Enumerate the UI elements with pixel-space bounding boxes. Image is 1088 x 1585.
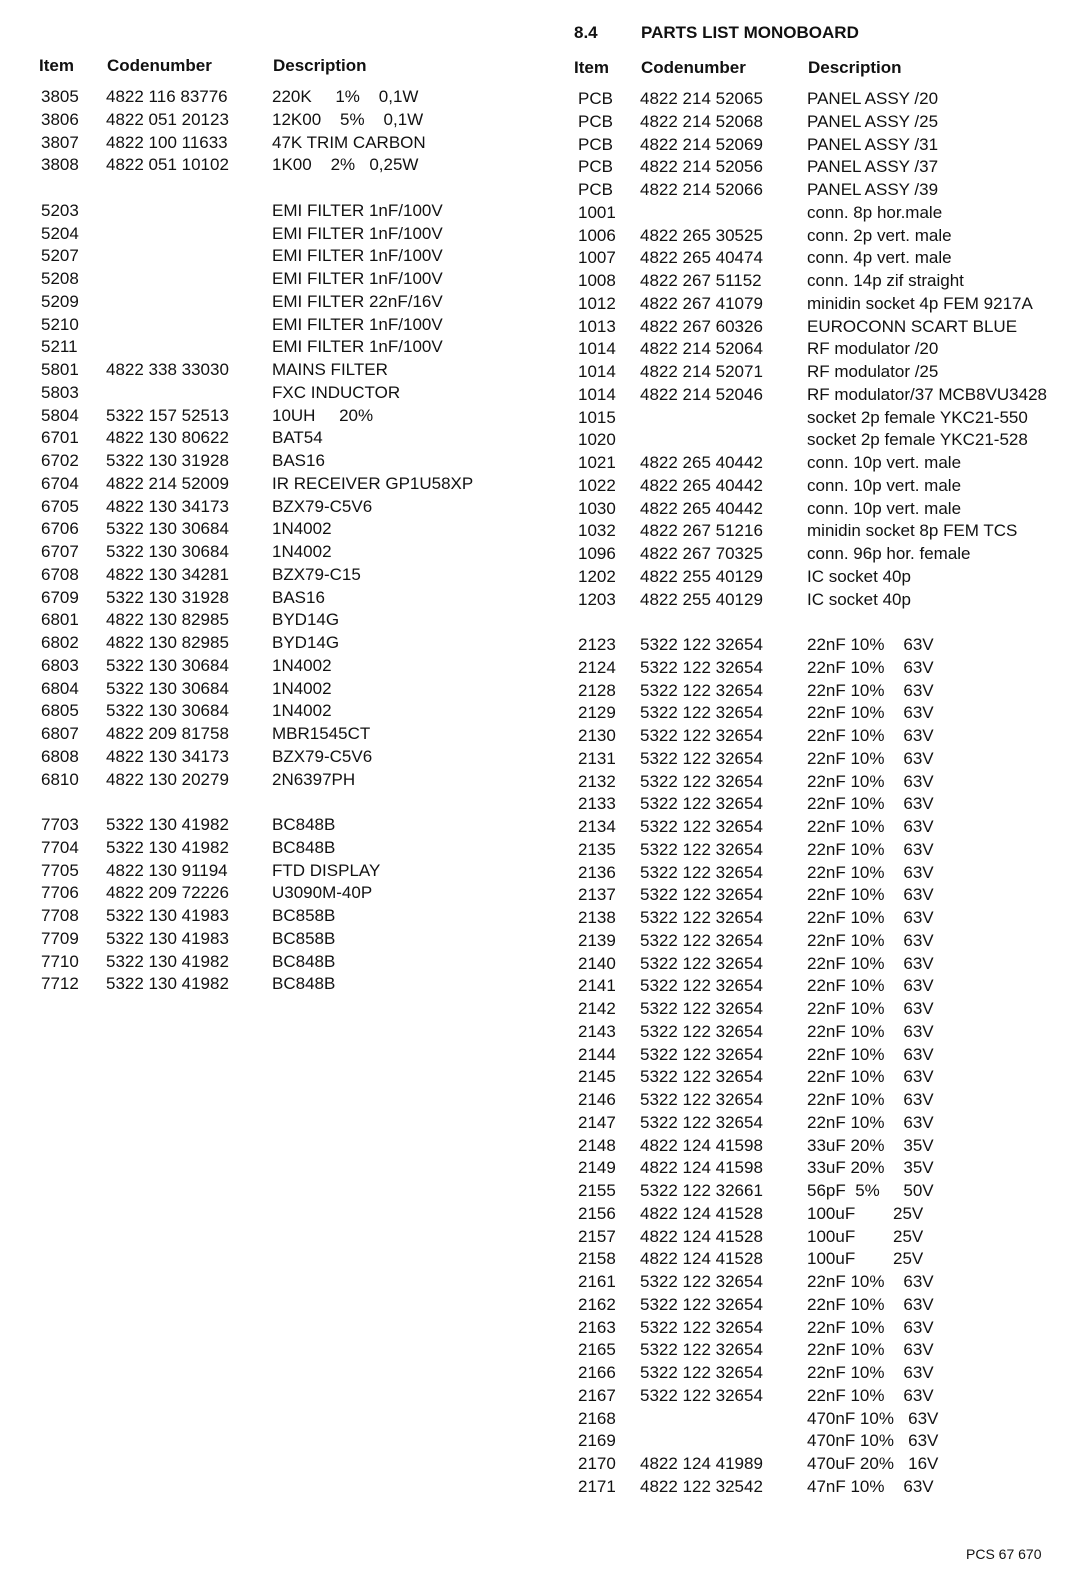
description: PANEL ASSY /37 [807,157,939,177]
code-number: 4822 265 40442 [640,475,763,495]
description: PANEL ASSY /39 [807,180,939,199]
code-number: 5322 122 32654 [640,999,763,1018]
item-number: 1030 [578,498,616,518]
description: 22nF 10% 63V [807,1021,934,1041]
item-number: 7705 [41,860,79,880]
description: BC848B [272,815,336,834]
description: 22nF 10% 63V [807,748,934,768]
item-number: 2128 [578,680,616,700]
description: conn. 2p vert. male [807,225,952,245]
code-number: 4822 130 20279 [106,769,229,789]
code-number: 4822 124 41598 [640,1158,763,1178]
item-number: 2158 [578,1249,616,1269]
code-number: 5322 122 32654 [640,726,763,745]
code-number: 4822 100 11633 [106,132,228,152]
description: IC socket 40p [807,566,911,586]
item-number: 6706 [41,519,79,539]
item-number: 6801 [41,610,79,630]
item-number: 5204 [41,223,79,243]
code-number: 4822 124 41598 [640,1135,763,1155]
item-number: 6709 [41,587,79,607]
description: minidin socket 8p FEM TCS [807,521,1018,541]
code-number: 5322 122 32654 [640,1385,763,1405]
description: 22nF 10% 63V [807,1363,934,1382]
description: 33uF 20% 35V [807,1158,934,1178]
code-number: 5322 122 32654 [640,1317,763,1337]
item-number: 2137 [578,885,616,905]
description: 22nF 10% 63V [807,794,934,814]
code-number: 5322 130 41983 [106,906,229,925]
item-number: 2129 [578,703,616,723]
description: 22nF 10% 63V [807,1340,934,1360]
item-number: 1032 [578,521,616,541]
code-number: 5322 130 41983 [106,928,229,948]
description: BC848B [272,837,336,857]
description: 470nF 10% 63V [807,1408,939,1428]
description: socket 2p female YKC21-528 [807,430,1028,450]
item-number: 2161 [578,1272,616,1291]
description: 10UH 20% [272,405,374,425]
code-number: 4822 214 52009 [106,473,229,493]
description: 22nF 10% 63V [807,680,934,700]
code-number: 4822 267 51152 [640,271,762,290]
description: BC858B [272,906,336,925]
code-number: 4822 214 52064 [640,339,763,359]
description: U3090M-40P [272,883,373,903]
description: 1N4002 [272,701,332,721]
item-number: 2156 [578,1203,616,1223]
item-number: 2155 [578,1181,616,1200]
item-number: 2167 [578,1385,616,1405]
description: conn. 14p zif straight [807,271,964,290]
section-title: PARTS LIST MONOBOARD [641,23,859,42]
description: BYD14G [272,610,340,630]
description: EMI FILTER 1nF/100V [272,223,443,243]
code-number: 4822 214 52065 [640,89,763,108]
description: PANEL ASSY /25 [807,111,939,131]
item-number: 2142 [578,999,616,1018]
item-number: 5207 [41,246,79,266]
description: 470uF 20% 16V [807,1454,939,1473]
item-number: 2144 [578,1044,616,1064]
item-number: 2140 [578,953,616,973]
item-number: 1014 [578,384,616,404]
code-number: 5322 130 30684 [106,678,229,698]
code-number: 4822 214 52068 [640,111,763,131]
description: 100uF 25V [807,1226,924,1246]
code-number: 5322 122 32654 [640,862,763,882]
item-number: 1008 [578,271,616,290]
description: BC858B [272,928,336,948]
item-number: 6802 [41,633,79,652]
description: 100uF 25V [807,1203,924,1223]
code-number: 4822 267 51216 [640,521,763,541]
item-number: 1203 [578,589,616,609]
code-number: 4822 130 91194 [106,860,228,880]
description: BAT54 [272,428,323,448]
description: BZX79-C5V6 [272,746,373,766]
description: 1N4002 [272,542,332,561]
code-number: 5322 130 41982 [106,837,229,857]
item-number: 1006 [578,225,616,245]
item-number: 2138 [578,908,616,927]
description: 22nF 10% 63V [807,657,934,677]
item-number: PCB [578,157,613,177]
item-number: 6808 [41,746,79,766]
description: conn. 96p hor. female [807,544,971,563]
footer-code: PCS 67 670 [966,1546,1042,1562]
left-header-description: Description [273,56,367,75]
description: 22nF 10% 63V [807,885,934,905]
item-number: 2163 [578,1317,616,1337]
description: 22nF 10% 63V [807,953,934,973]
code-number: 5322 130 41982 [106,974,229,994]
item-number: 2130 [578,726,616,745]
code-number: 4822 255 40129 [640,589,763,609]
item-number: 2131 [578,748,616,768]
code-number: 4822 130 82985 [106,610,229,630]
item-number: 2133 [578,794,616,814]
code-number: 4822 122 32542 [640,1476,763,1496]
code-number: 4822 214 52056 [640,157,763,177]
description: 100uF 25V [807,1249,924,1269]
item-number: 2165 [578,1340,616,1360]
description: 22nF 10% 63V [807,817,934,836]
description: PANEL ASSY /31 [807,134,939,154]
item-number: PCB [578,180,613,199]
code-number: 4822 124 41528 [640,1226,763,1246]
item-number: 5803 [41,382,79,402]
item-number: 2171 [578,1476,616,1496]
code-number: 4822 051 20123 [106,109,229,129]
code-number: 4822 267 41079 [640,293,763,313]
description: MAINS FILTER [272,360,388,379]
code-number: 4822 116 83776 [106,87,228,106]
description: EMI FILTER 1nF/100V [272,269,443,288]
item-number: 2145 [578,1067,616,1087]
item-number: 2139 [578,930,616,950]
code-number: 5322 122 32654 [640,1363,763,1382]
code-number: 5322 122 32654 [640,1112,763,1132]
description: 22nF 10% 63V [807,908,934,927]
item-number: 2146 [578,1090,616,1109]
description: BYD14G [272,633,340,652]
item-number: 2147 [578,1112,616,1132]
description: 22nF 10% 63V [807,635,934,654]
code-number: 5322 122 32654 [640,657,763,677]
code-number: 4822 130 82985 [106,633,229,652]
description: 22nF 10% 63V [807,771,934,791]
item-number: 5203 [41,200,79,220]
description: IR RECEIVER GP1U58XP [272,473,474,493]
code-number: 5322 122 32654 [640,976,763,996]
description: conn. 8p hor.male [807,202,943,222]
code-number: 4822 267 60326 [640,316,763,336]
code-number: 4822 265 40442 [640,453,763,472]
description: EUROCONN SCART BLUE [807,316,1018,336]
code-number: 5322 130 30684 [106,655,229,675]
item-number: 2169 [578,1431,616,1451]
description: 22nF 10% 63V [807,839,934,859]
code-number: 4822 124 41528 [640,1203,763,1223]
description: EMI FILTER 1nF/100V [272,200,443,220]
item-number: 5210 [41,314,79,334]
description: 22nF 10% 63V [807,1385,934,1405]
description: PANEL ASSY /20 [807,89,939,108]
item-number: 6810 [41,769,79,789]
item-number: 3805 [41,87,79,106]
description: 22nF 10% 63V [807,1112,934,1132]
code-number: 5322 122 32654 [640,748,763,768]
item-number: 2123 [578,635,616,654]
item-number: 2135 [578,839,616,859]
item-number: 2148 [578,1135,616,1155]
item-number: 5211 [41,337,78,357]
code-number: 4822 265 40474 [640,248,763,268]
code-number: 4822 124 41528 [640,1249,763,1269]
description: RF modulator/37 MCB8VU3428 [807,384,1048,404]
description: 1N4002 [272,519,332,539]
code-number: 4822 338 33030 [106,360,229,379]
code-number: 4822 209 72226 [106,883,229,903]
item-number: 6704 [41,473,79,493]
description: IC socket 40p [807,589,911,609]
code-number: 5322 122 32654 [640,635,763,654]
description: 1N4002 [272,678,332,698]
description: 47nF 10% 63V [807,1476,934,1496]
description: 2N6397PH [272,769,356,789]
item-number: 1096 [578,544,616,563]
code-number: 4822 130 34173 [106,746,229,766]
description: BC848B [272,951,336,971]
description: conn. 10p vert. male [807,498,962,518]
description: BZX79-C15 [272,564,361,584]
item-number: PCB [578,134,613,154]
code-number: 5322 130 30684 [106,519,229,539]
code-number: 5322 122 32654 [640,817,763,836]
code-number: 4822 267 70325 [640,544,763,563]
code-number: 5322 122 32654 [640,839,763,859]
description: conn. 4p vert. male [807,248,952,268]
description: 22nF 10% 63V [807,1067,934,1087]
description: 22nF 10% 63V [807,703,934,723]
description: 220K 1% 0,1W [272,87,419,106]
right-header-item: Item [574,58,609,77]
description: 22nF 10% 63V [807,930,934,950]
code-number: 5322 122 32654 [640,930,763,950]
item-number: 1020 [578,430,616,450]
code-number: 5322 157 52513 [106,405,229,425]
item-number: 2141 [578,976,616,996]
description: conn. 10p vert. male [807,453,962,472]
code-number: 4822 130 34173 [106,496,229,516]
code-number: 5322 130 31928 [106,451,229,470]
item-number: PCB [578,111,613,131]
item-number: 5801 [41,360,79,379]
description: RF modulator /20 [807,339,939,359]
code-number: 4822 209 81758 [106,724,229,743]
description: BAS16 [272,587,325,607]
item-number: 1013 [578,316,616,336]
item-number: 7703 [41,815,79,834]
code-number: 5322 122 32661 [640,1181,763,1200]
right-header-codenumber: Codenumber [641,58,746,77]
left-header-item: Item [39,56,74,75]
item-number: 2168 [578,1408,616,1428]
item-number: 6803 [41,655,79,675]
code-number: 5322 130 30684 [106,701,229,721]
item-number: 2132 [578,771,616,791]
item-number: 2157 [578,1226,616,1246]
item-number: 1202 [578,566,616,586]
right-header-description: Description [808,58,902,77]
item-number: 6708 [41,564,79,584]
description: BZX79-C5V6 [272,496,373,516]
code-number: 4822 265 40442 [640,498,763,518]
description: 22nF 10% 63V [807,1044,934,1064]
code-number: 4822 265 30525 [640,225,763,245]
code-number: 5322 130 41982 [106,951,229,971]
item-number: 1001 [578,202,616,222]
description: EMI FILTER 1nF/100V [272,246,443,266]
code-number: 5322 122 32654 [640,1021,763,1041]
code-number: 4822 051 10102 [106,155,229,175]
item-number: 2170 [578,1454,616,1473]
item-number: 2136 [578,862,616,882]
code-number: 4822 124 41989 [640,1454,763,1473]
code-number: 4822 130 80622 [106,428,229,448]
item-number: 6702 [41,451,79,470]
item-number: 6805 [41,701,79,721]
item-number: 7709 [41,928,79,948]
code-number: 4822 255 40129 [640,566,763,586]
description: 22nF 10% 63V [807,1272,934,1291]
item-number: 1014 [578,339,616,359]
description: FTD DISPLAY [272,860,381,880]
description: EMI FILTER 1nF/100V [272,314,443,334]
description: 1K00 2% 0,25W [272,155,419,175]
description: conn. 10p vert. male [807,475,962,495]
description: RF modulator /25 [807,362,939,381]
description: 22nF 10% 63V [807,976,934,996]
description: MBR1545CT [272,724,371,743]
description: BAS16 [272,451,325,470]
code-number: 5322 130 30684 [106,542,229,561]
description: 470nF 10% 63V [807,1431,939,1451]
item-number: 5208 [41,269,79,288]
description: EMI FILTER 1nF/100V [272,337,443,357]
item-number: 7704 [41,837,79,857]
description: 33uF 20% 35V [807,1135,934,1155]
code-number: 5322 130 31928 [106,587,229,607]
code-number: 4822 214 52071 [640,362,763,381]
code-number: 5322 122 32654 [640,703,763,723]
item-number: 5209 [41,291,79,311]
item-number: 1021 [578,453,616,472]
description: 22nF 10% 63V [807,1090,934,1109]
code-number: 5322 122 32654 [640,908,763,927]
description: BC848B [272,974,336,994]
item-number: 2143 [578,1021,616,1041]
item-number: 6701 [41,428,79,448]
code-number: 5322 130 41982 [106,815,229,834]
description: 47K TRIM CARBON [272,132,426,152]
item-number: 2166 [578,1363,616,1382]
description: 22nF 10% 63V [807,999,934,1018]
code-number: 5322 122 32654 [640,953,763,973]
description: 12K00 5% 0,1W [272,109,424,129]
code-number: 5322 122 32654 [640,1272,763,1291]
item-number: 2134 [578,817,616,836]
item-number: 5804 [41,405,79,425]
item-number: 1012 [578,293,616,313]
item-number: 7706 [41,883,79,903]
code-number: 5322 122 32654 [640,885,763,905]
item-number: 1007 [578,248,616,268]
description: 1N4002 [272,655,332,675]
item-number: 1014 [578,362,616,381]
code-number: 4822 130 34281 [106,564,229,584]
code-number: 4822 214 52069 [640,134,763,154]
item-number: 6705 [41,496,79,516]
description: 22nF 10% 63V [807,862,934,882]
item-number: 1015 [578,407,616,427]
code-number: 5322 122 32654 [640,1090,763,1109]
left-header-codenumber: Codenumber [107,56,212,75]
code-number: 5322 122 32654 [640,1340,763,1360]
item-number: 3807 [41,132,79,152]
item-number: 3806 [41,109,79,129]
description: 22nF 10% 63V [807,726,934,745]
item-number: 2162 [578,1294,616,1314]
description: EMI FILTER 22nF/16V [272,291,443,311]
item-number: 6807 [41,724,79,743]
description: 56pF 5% 50V [807,1181,934,1200]
description: socket 2p female YKC21-550 [807,407,1028,427]
code-number: 5322 122 32654 [640,771,763,791]
description: 22nF 10% 63V [807,1317,934,1337]
item-number: 1022 [578,475,616,495]
code-number: 5322 122 32654 [640,1294,763,1314]
item-number: 2149 [578,1158,616,1178]
item-number: 7708 [41,906,79,925]
section-number: 8.4 [574,23,598,42]
code-number: 5322 122 32654 [640,680,763,700]
item-number: 7712 [41,974,79,994]
code-number: 4822 214 52066 [640,180,763,199]
item-number: 6804 [41,678,79,698]
code-number: 5322 122 32654 [640,1044,763,1064]
item-number: 7710 [41,951,79,971]
code-number: 5322 122 32654 [640,794,763,814]
item-number: 6707 [41,542,79,561]
item-number: 2124 [578,657,616,677]
description: minidin socket 4p FEM 9217A [807,293,1033,313]
item-number: PCB [578,89,613,108]
description: FXC INDUCTOR [272,382,401,402]
code-number: 5322 122 32654 [640,1067,763,1087]
item-number: 3808 [41,155,79,175]
code-number: 4822 214 52046 [640,384,763,404]
description: 22nF 10% 63V [807,1294,934,1314]
